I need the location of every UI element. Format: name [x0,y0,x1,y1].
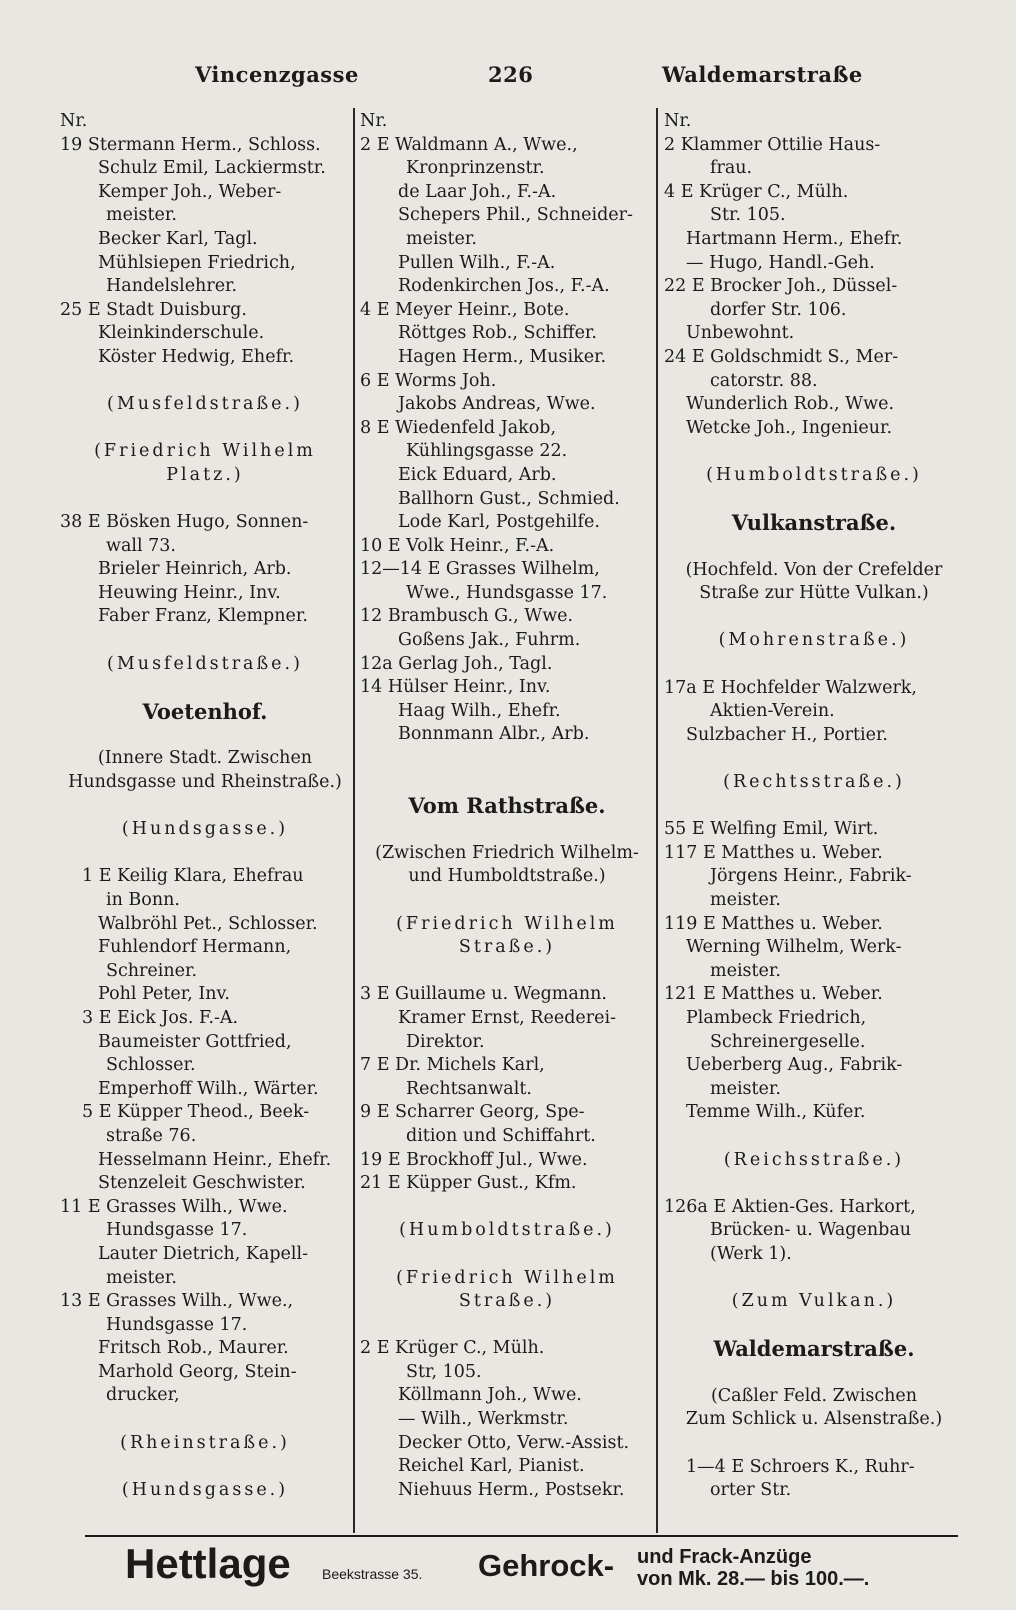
directory-line: Schulz Emil, Lackiermstr. [98,158,326,179]
directory-line: frau. [710,158,753,179]
directory-line: (Werk 1). [710,1243,792,1264]
directory-line: Brücken- u. Wagenbau [710,1220,912,1241]
directory-line: meister. [106,1267,177,1288]
directory-line: Direktor. [406,1031,485,1052]
directory-line: Fritsch Rob., Maurer. [98,1338,289,1359]
street-heading: Vulkanstraße. [731,510,897,536]
directory-line: 2 Klammer Ottilie Haus- [664,134,881,155]
directory-line: Hundsgasse 17. [106,1220,248,1241]
directory-line [60,842,350,866]
directory-line [664,1267,964,1291]
advert-details [637,1546,869,1590]
page-number: 226 [488,62,534,87]
directory-line [664,535,964,559]
directory-line [360,1196,654,1220]
cross-street-label: (Reichsstraße.) [723,1149,905,1170]
directory-line: Ueberberg Aug., Fabrik- [686,1055,903,1076]
directory-line: 119 E Matthes u. Weber. [664,913,883,934]
directory-line: orter Str. [710,1480,792,1501]
directory-line: 6 E Worms Joh. [360,370,497,391]
directory-line: 117 E Matthes u. Weber. [664,842,883,863]
directory-line [60,1408,350,1432]
directory-line: Marhold Georg, Stein- [98,1361,297,1382]
directory-line: Goßens Jak., Fuhrm. [398,630,581,651]
directory-line: Zum Schlick u. Alsenstraße.) [685,1409,943,1430]
directory-line: Wwe., Hundsgasse 17. [406,582,608,603]
cross-street-label: (Friedrich Wilhelm [396,1267,618,1288]
directory-line: 17a E Hochfelder Walzwerk, [664,677,917,698]
directory-line: Nr. [664,111,692,131]
cross-street-label: (Humboldtstraße.) [399,1220,615,1241]
directory-line [60,370,350,394]
directory-line: Plambeck Friedrich, [686,1007,867,1028]
directory-line: Fuhlendorf Hermann, [98,937,292,958]
directory-line [60,1455,350,1479]
directory-line: Werning Wilhelm, Werk- [686,937,902,958]
directory-line: 10 E Volk Heinr., F.-A. [360,535,555,556]
column-divider-1 [353,108,355,1533]
directory-line [360,889,654,913]
directory-line: Köster Hedwig, Ehefr. [98,346,295,367]
directory-line: 3 E Eick Jos. F.-A. [82,1007,239,1028]
directory-line: 121 E Matthes u. Weber. [664,984,883,1005]
directory-line [360,818,654,842]
cross-street-label: (Rheinstraße.) [120,1432,290,1453]
directory-line: Lode Karl, Postgehilfe. [398,512,600,533]
directory-line [664,1125,964,1149]
directory-line: Heuwing Heinr., Inv. [98,582,281,603]
cross-street-label: Platz.) [166,464,244,485]
advert-product-line2: und Frack-Anzüge [637,1546,812,1568]
directory-line: meister. [710,890,781,910]
directory-line: Brieler Heinrich, Arb. [98,559,292,580]
directory-line: 126a E Aktien-Ges. Harkort, [664,1196,916,1217]
cross-street-label: (Friedrich Wilhelm [396,913,618,934]
directory-line [60,629,350,653]
directory-line: Schreinergeselle. [710,1031,866,1052]
directory-line: Faber Franz, Klempner. [98,606,308,627]
directory-line: meister. [710,1078,781,1099]
cross-street-label: (Hundsgasse.) [121,1479,289,1500]
directory-line: Hesselmann Heinr., Ehefr. [98,1149,332,1170]
directory-line: Kühlingsgasse 22. [406,441,568,462]
directory-line: Kronprinzenstr. [406,158,545,179]
street-heading: Voetenhof. [142,698,268,724]
directory-line: Röttges Rob., Schiffer. [398,323,597,344]
directory-line: 19 E Brockhoff Jul., Wwe. [360,1149,588,1170]
directory-line: und Humboldtstraße.) [408,866,606,887]
column-divider-2 [656,108,658,1533]
cross-street-label: (Zum Vulkan.) [731,1291,897,1312]
column-3 [664,110,964,1503]
directory-line: dorfer Str. 106. [710,299,847,320]
directory-line [60,417,350,441]
directory-line [360,747,654,771]
directory-line: Wetcke Joh., Ingenieur. [686,417,893,438]
cross-street-label: Straße.) [458,937,556,958]
directory-line [60,724,350,748]
directory-line: catorstr. 88. [710,370,818,391]
directory-line: Pohl Peter, Inv. [98,984,230,1005]
column-2 [360,110,654,1502]
directory-line: in Bonn. [106,890,180,910]
directory-line: 21 E Küpper Gust., Kfm. [360,1173,577,1194]
directory-line: Baumeister Gottfried, [98,1031,292,1052]
directory-line: Sulzbacher H., Portier. [686,724,888,745]
directory-line: 24 E Goldschmidt S., Mer- [664,346,899,367]
directory-line: Stenzeleit Geschwister. [98,1173,306,1194]
directory-line: Schepers Phil., Schneider- [398,205,633,226]
directory-line: Hundsgasse 17. [106,1314,248,1335]
cross-street-label: (Friedrich Wilhelm [94,441,316,462]
directory-line [360,960,654,984]
directory-line: — Wilh., Werkmstr. [398,1409,569,1430]
directory-line [664,747,964,771]
directory-line: 12—14 E Grasses Wilhelm, [360,559,600,580]
directory-line: 14 Hülser Heinr., Inv. [360,677,551,698]
directory-line: drucker, [106,1385,180,1406]
directory-line: (Caßler Feld. Zwischen [710,1385,918,1406]
cross-street-label: (Musfeldstraße.) [107,394,303,415]
cross-street-label: (Humboldtstraße.) [706,464,922,485]
directory-line: 1 E Keilig Klara, Ehefrau [82,866,304,887]
street-heading: Waldemarstraße. [713,1336,915,1362]
directory-line: 12 Brambusch G., Wwe. [360,606,574,627]
directory-line [664,488,964,512]
directory-line: Eick Eduard, Arb. [398,464,557,485]
directory-line [664,440,964,464]
advert-product: Gehrock- [478,1548,615,1583]
directory-line: 4 E Meyer Heinr., Bote. [360,299,570,320]
directory-line: Kemper Joh., Weber- [98,181,282,202]
directory-line: 8 E Wiedenfeld Jakob, [360,417,557,438]
directory-line: Jörgens Heinr., Fabrik- [710,866,912,887]
column-1 [60,110,350,1502]
directory-line: Pullen Wilh., F.-A. [398,252,556,273]
cross-street-label: Straße.) [458,1291,556,1312]
directory-line: Emperhoff Wilh., Wärter. [98,1078,319,1099]
directory-line [60,676,350,700]
directory-line: Haag Wilh., Ehefr. [398,700,561,721]
directory-line: (Zwischen Friedrich Wilhelm- [375,842,639,863]
directory-line: Hundsgasse und Rheinstraße.) [68,772,342,793]
directory-line: Handelslehrer. [106,276,238,297]
directory-line: (Hochfeld. Von der Crefelder [685,559,943,580]
directory-line: Hartmann Herm., Ehefr. [686,228,903,249]
directory-line: Rechtsanwalt. [406,1078,532,1099]
directory-line: Nr. [60,111,88,131]
directory-line [664,795,964,819]
directory-line: Straße zur Hütte Vulkan.) [699,583,929,604]
directory-line: 38 E Bösken Hugo, Sonnen- [60,512,309,533]
directory-line [360,771,654,795]
directory-line: Aktien-Verein. [710,701,835,722]
directory-line: Mühlsiepen Friedrich, [98,252,296,273]
directory-line: Decker Otto, Verw.-Assist. [398,1432,630,1453]
directory-line: meister. [710,960,781,981]
directory-line [60,488,350,512]
directory-line [360,1314,654,1338]
advert-address: Beekstrasse 35. [322,1566,423,1582]
directory-line: Ballhorn Gust., Schmied. [398,488,620,509]
directory-line: Bonnmann Albr., Arb. [398,724,590,745]
directory-line: Nr. [360,111,388,131]
directory-line: 4 E Krüger C., Mülh. [664,181,849,202]
cross-street-label: (Hundsgasse.) [121,819,289,840]
directory-line: meister. [406,228,477,249]
directory-line: Lauter Dietrich, Kapell- [98,1243,308,1264]
directory-line: wall 73. [106,535,176,556]
directory-line: Wunderlich Rob., Wwe. [686,394,895,415]
header-right-street: Waldemarstraße [662,62,863,87]
directory-line [664,1432,964,1456]
directory-line: Becker Karl, Tagl. [98,228,258,249]
directory-line: 13 E Grasses Wilh., Wwe., [60,1291,294,1312]
directory-line: 55 E Welfing Emil, Wirt. [664,819,879,840]
cross-street-label: (Musfeldstraße.) [107,653,303,674]
header-left-street: Vincenzgasse [195,62,359,87]
directory-line: de Laar Joh., F.-A. [398,181,557,202]
directory-line: (Innere Stadt. Zwischen [97,748,313,769]
directory-line: 9 E Scharrer Georg, Spe- [360,1102,585,1123]
directory-line: dition und Schiffahrt. [406,1125,596,1146]
directory-line [664,606,964,630]
directory-line: Hagen Herm., Musiker. [398,346,607,367]
directory-line: Kramer Ernst, Reederei- [398,1007,616,1028]
cross-street-label: (Mohrenstraße.) [718,630,910,651]
directory-line: — Hugo, Handl.-Geh. [686,252,875,273]
directory-line [360,1243,654,1267]
directory-line: 12a Gerlag Joh., Tagl. [360,653,553,674]
directory-line: Temme Wilh., Küfer. [686,1102,866,1123]
directory-line: 2 E Krüger C., Mülh. [360,1338,545,1359]
directory-line: 3 E Guillaume u. Wegmann. [360,984,607,1005]
directory-line: Kleinkinderschule. [98,323,265,344]
directory-line [664,653,964,677]
directory-line: 25 E Stadt Duisburg. [60,299,247,320]
directory-line: Schreiner. [106,960,198,981]
directory-line: 1—4 E Schroers K., Ruhr- [686,1456,915,1477]
directory-line: Jakobs Andreas, Wwe. [398,394,596,415]
directory-line: Str. 105. [710,205,786,226]
advert-price: von Mk. 28.— bis 100.—. [637,1568,870,1590]
directory-line: 2 E Waldmann A., Wwe., [360,134,578,155]
directory-line: 19 Stermann Herm., Schloss. [60,134,321,155]
directory-line: Unbewohnt. [686,323,795,344]
directory-line: 22 E Brocker Joh., Düssel- [664,276,898,297]
directory-line: Schlosser. [106,1055,196,1076]
directory-line: 7 E Dr. Michels Karl, [360,1055,545,1076]
advert-brand: Hettlage [125,1540,291,1587]
directory-line: Str, 105. [406,1361,482,1382]
directory-line: 11 E Grasses Wilh., Wwe. [60,1196,288,1217]
directory-line: Köllmann Joh., Wwe. [398,1385,582,1406]
cross-street-label: (Rechtsstraße.) [723,772,905,793]
directory-line [664,1314,964,1338]
advert-rule [85,1535,958,1537]
directory-line: straße 76. [106,1125,197,1146]
directory-line: Walbröhl Pet., Schlosser. [98,913,318,934]
directory-line: meister. [106,205,177,226]
directory-line: Rodenkirchen Jos., F.-A. [398,276,610,297]
directory-line [664,1172,964,1196]
directory-line: Reichel Karl, Pianist. [398,1456,585,1477]
directory-line: 5 E Küpper Theod., Beek- [82,1102,310,1123]
directory-line [60,795,350,819]
street-heading: Vom Rathstraße. [408,793,606,819]
directory-line: Niehuus Herm., Postsekr. [398,1479,625,1500]
directory-line [664,1361,964,1385]
